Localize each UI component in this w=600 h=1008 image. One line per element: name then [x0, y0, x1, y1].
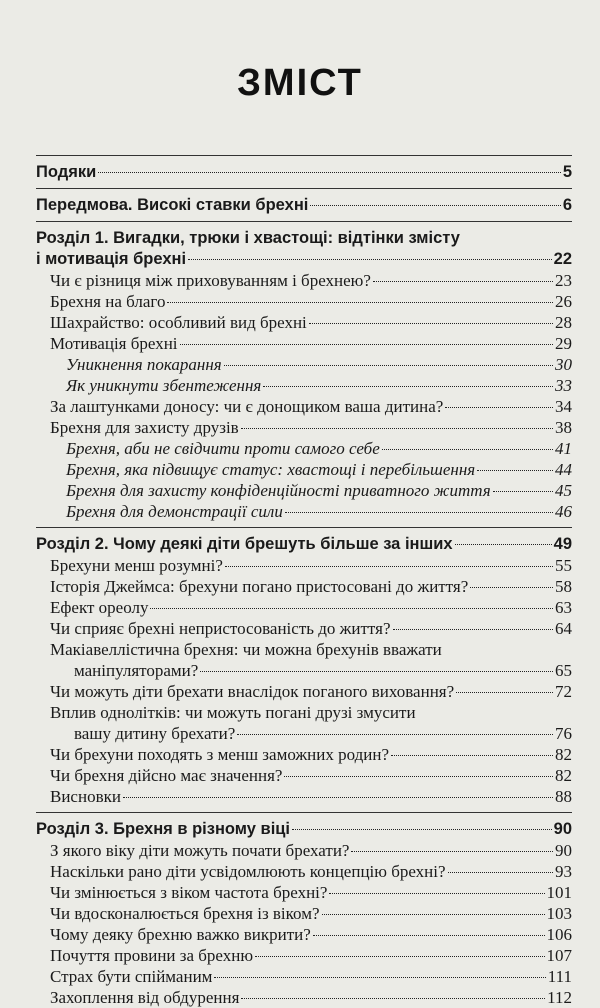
toc-entry-title: Брехня на благо [50, 292, 166, 311]
toc-entry-title: Уникнення покарання [66, 355, 222, 374]
dot-leader [241, 998, 545, 999]
toc-entry-title: Історія Джеймса: брехуни погано пристосовані до життя? [50, 577, 469, 596]
toc-entry-title: Висновки [50, 787, 121, 806]
dot-leader [284, 776, 553, 777]
toc-entry[interactable] [36, 924, 572, 945]
toc-page-number: 82 [555, 745, 572, 764]
dot-leader [150, 608, 553, 609]
dot-leader [351, 851, 553, 852]
toc-page-number: 28 [555, 313, 572, 332]
toc-page-number: 101 [546, 883, 572, 902]
toc-entry-title: Як уникнути збентеження [66, 376, 262, 395]
dot-leader [167, 302, 553, 303]
dot-leader [313, 935, 545, 936]
toc-entry-title: Чи є різниця між приховуванням і брехнею? [50, 271, 371, 290]
toc-page-number: 107 [546, 946, 572, 965]
toc-entry-title: Захоплення від обдурення [50, 988, 240, 1007]
toc-page-number: 76 [555, 724, 572, 743]
toc-entry[interactable] [36, 396, 572, 417]
toc-page-number: 46 [555, 502, 572, 521]
toc-entry[interactable] [36, 291, 572, 312]
toc-subentry[interactable] [36, 480, 572, 501]
dot-leader [123, 797, 553, 798]
toc-entry-title: Чому деяку брехню важко викрити? [50, 925, 311, 944]
toc-entry-title: і мотивація брехні [36, 250, 187, 268]
toc-entry[interactable] [36, 618, 572, 639]
dot-leader [214, 977, 545, 978]
dot-leader [237, 734, 553, 735]
toc-page-number: 90 [553, 820, 572, 838]
toc-page-number: 106 [546, 925, 572, 944]
dot-leader [224, 365, 553, 366]
dot-leader [373, 281, 553, 282]
toc-entry[interactable] [36, 597, 572, 618]
toc-entry[interactable] [36, 861, 572, 882]
dot-leader [445, 407, 553, 408]
section-rule [36, 155, 572, 156]
toc-page-number: 45 [555, 481, 572, 500]
toc-page-number: 5 [562, 163, 572, 181]
toc-page-number: 82 [555, 766, 572, 785]
toc-entry[interactable] [36, 765, 572, 786]
dot-leader [180, 344, 553, 345]
dot-leader [393, 629, 554, 630]
toc-page-number: 34 [555, 397, 572, 416]
toc-entry-title: Наскільки рано діти усвідомлюють концепцію брехні? [50, 862, 446, 881]
toc-entry-title: Брехня, яка підвищує статус: хвастощі і перебільшення [66, 460, 476, 479]
section-rule [36, 221, 572, 222]
dot-leader [188, 259, 552, 260]
toc-section-entry[interactable] [36, 195, 572, 216]
toc-page-number: 38 [555, 418, 572, 437]
toc-entry-title: маніпуляторами? [74, 661, 199, 680]
toc-subentry[interactable] [36, 459, 572, 480]
toc-page-number: 22 [553, 250, 572, 268]
toc-entry[interactable] [36, 312, 572, 333]
toc-entry-title: Розділ 2. Чому деякі діти брешуть більше за інших [36, 535, 453, 553]
toc-entry-title: Подяки [36, 163, 97, 181]
toc-page-number: 90 [555, 841, 572, 860]
dot-leader [225, 566, 553, 567]
toc-section-entry[interactable] [36, 819, 572, 840]
toc-page-number: 29 [555, 334, 572, 353]
toc-entry-title: Брехня для демонстрації сили [66, 502, 283, 521]
toc-entry-title: Чи можуть діти брехати внаслідок поганого виховання? [50, 682, 455, 701]
toc-entry-title-line: Розділ 1. Вигадки, трюки і хвастощі: відтінки змісту [36, 229, 460, 247]
toc-page-number: 111 [547, 967, 572, 986]
toc-entry[interactable] [36, 945, 572, 966]
toc-subentry[interactable] [36, 501, 572, 522]
dot-leader [255, 956, 544, 957]
toc-entry-title: Чи брехня дійсно має значення? [50, 766, 283, 785]
toc-entry-title: Брехня для захисту друзів [50, 418, 239, 437]
toc-page-number: 26 [555, 292, 572, 311]
dot-leader [455, 544, 552, 545]
dot-leader [263, 386, 553, 387]
toc-entry[interactable] [36, 903, 572, 924]
toc-entry-title: Почуття провини за брехню [50, 946, 254, 965]
toc-entry-title: Брехня для захисту конфіденційності приватного життя [66, 481, 491, 500]
toc-page-number: 41 [555, 439, 572, 458]
toc-subentry[interactable] [36, 354, 572, 375]
toc-entry-title: З якого віку діти можуть почати брехати? [50, 841, 350, 860]
toc-entry[interactable] [36, 270, 572, 291]
toc-entry-title: Мотивація брехні [50, 334, 178, 353]
toc-page-number: 44 [555, 460, 572, 479]
toc-page-number: 49 [553, 535, 572, 553]
dot-leader [241, 428, 553, 429]
toc-section-entry[interactable] [36, 534, 572, 555]
dot-leader [310, 205, 560, 206]
dot-leader [329, 893, 544, 894]
toc-entry[interactable] [36, 744, 572, 765]
toc-page-number: 72 [555, 682, 572, 701]
dot-leader [456, 692, 553, 693]
dot-leader [322, 914, 545, 915]
toc-section-entry[interactable] [36, 228, 572, 270]
toc-entry[interactable] [36, 882, 572, 903]
toc-page-number: 63 [555, 598, 572, 617]
toc-entry-title: Чи сприяє брехні непристосованість до життя? [50, 619, 391, 638]
dot-leader [382, 449, 553, 450]
toc-entry[interactable] [36, 576, 572, 597]
toc-section-entry[interactable] [36, 162, 572, 183]
toc-page-number: 33 [555, 376, 572, 395]
toc-entry-title: Страх бути спійманим [50, 967, 213, 986]
toc-entry-title-line: Макіавеллістична брехня: чи можна брехунів вважати [50, 640, 442, 659]
toc-page-number: 88 [555, 787, 572, 806]
dot-leader [98, 172, 561, 173]
toc-entry-title: За лаштунками доносу: чи є донощиком ваша дитина? [50, 397, 444, 416]
toc-entry[interactable] [36, 681, 572, 702]
toc-page-number: 55 [555, 556, 572, 575]
toc-entry-title: Чи змінюється з віком частота брехні? [50, 883, 328, 902]
toc-entry-title: Брехня, аби не свідчити проти самого себе [66, 439, 380, 458]
toc-page-number: 23 [555, 271, 572, 290]
toc-entry[interactable] [36, 786, 572, 807]
toc-page-number: 30 [555, 355, 572, 374]
toc-page-number: 112 [547, 988, 572, 1007]
toc-entry-title: Передмова. Високі ставки брехні [36, 196, 309, 214]
section-rule [36, 527, 572, 528]
toc-page-number: 64 [555, 619, 572, 638]
dot-leader [470, 587, 553, 588]
toc-entry-title: Шахрайство: особливий вид брехні [50, 313, 307, 332]
section-rule [36, 812, 572, 813]
toc-entry[interactable] [36, 555, 572, 576]
toc-page-number: 93 [555, 862, 572, 881]
table-of-contents [36, 150, 572, 1008]
toc-page-number: 103 [546, 904, 572, 923]
toc-entry-title-line: Вплив однолітків: чи можуть погані друзі змусити [50, 703, 416, 722]
toc-subentry[interactable] [36, 375, 572, 396]
toc-entry[interactable] [36, 840, 572, 861]
toc-entry[interactable] [36, 987, 572, 1008]
dot-leader [391, 755, 553, 756]
section-rule [36, 188, 572, 189]
toc-page-number: 65 [555, 661, 572, 680]
dot-leader [448, 872, 553, 873]
dot-leader [200, 671, 553, 672]
toc-page-number: 58 [555, 577, 572, 596]
dot-leader [285, 512, 553, 513]
toc-entry[interactable] [36, 639, 572, 681]
toc-entry[interactable] [36, 417, 572, 438]
toc-entry-title: вашу дитину брехати? [74, 724, 236, 743]
page-title: ЗМІСТ [237, 62, 363, 104]
toc-entry-title: Брехуни менш розумні? [50, 556, 223, 575]
toc-entry[interactable] [36, 333, 572, 354]
dot-leader [292, 829, 552, 830]
toc-subentry[interactable] [36, 438, 572, 459]
toc-entry-title: Чи вдосконалюється брехня із віком? [50, 904, 320, 923]
toc-page-number: 6 [562, 196, 572, 214]
toc-entry-title: Розділ 3. Брехня в різному віці [36, 820, 291, 838]
toc-entry[interactable] [36, 966, 572, 987]
dot-leader [493, 491, 553, 492]
dot-leader [309, 323, 553, 324]
toc-entry[interactable] [36, 702, 572, 744]
dot-leader [477, 470, 553, 471]
toc-entry-title: Ефект ореолу [50, 598, 149, 617]
toc-entry-title: Чи брехуни походять з менш заможних родин? [50, 745, 389, 764]
